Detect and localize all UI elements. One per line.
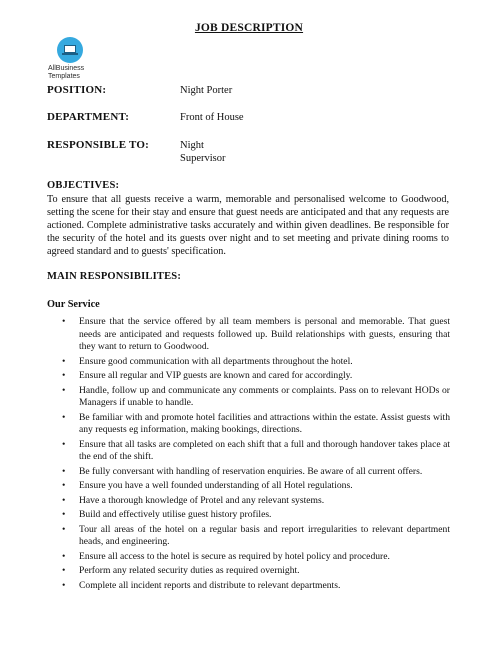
main-responsibilities-heading: MAIN RESPONSIBILITES:	[47, 271, 182, 282]
logo-text-line1: AllBusiness	[48, 65, 85, 72]
department-value: Front of House	[180, 112, 244, 123]
list-item: • Complete all incident reports and distribute to relevant departments.	[62, 579, 341, 591]
list-item: • Ensure you have a well founded understanding of all Hotel regulations.	[62, 480, 353, 491]
list-item: • Be familiar with and promote hotel facilities and attractions within the estate. Assist guests with any requests eg information, making bookings, directions.	[62, 411, 450, 435]
document-title: JOB DESCRIPTION	[194, 22, 304, 34]
list-item: • Ensure that the service offered by all team members is personal and memorable. That guest needs are anticipated and requests followed up. Build relationships with guests, ensuring that they want to return to Goodwood.	[62, 316, 450, 352]
responsible-to-value: Night Supervisor	[180, 140, 226, 164]
position-value: Night Porter	[180, 85, 233, 96]
list-item: • Perform any related security duties as required overnight.	[62, 565, 300, 576]
list-item: • Build and effectively utilise guest history profiles.	[62, 509, 272, 520]
objectives-text: To ensure that all guests receive a warm, memorable and personalised welcome to Goodwood, setting the scene for their stay and ensure that guest needs are anticipated and that any requests are actioned. Complete administrative tasks accurately and within given deadlines. Be responsible for the security of the hotel and its guests over night and to set meeting and private dining rooms to agreed standard and to guests' specification.	[47, 194, 449, 257]
list-item: • Be fully conversant with handling of reservation enquiries. Be aware of all current offers.	[62, 465, 423, 477]
logo-text-line2: Templates	[48, 73, 80, 80]
allbusiness-templates-logo	[48, 36, 100, 82]
department-label: DEPARTMENT:	[47, 111, 130, 123]
list-item: • Ensure all access to the hotel is secure as required by hotel policy and procedure.	[62, 550, 390, 562]
objectives-heading: OBJECTIVES:	[47, 180, 120, 191]
list-item: • Ensure that all tasks are completed on each shift that a full and thorough handover takes place at the end of the shift.	[62, 438, 450, 462]
list-item: • Ensure all regular and VIP guests are known and cared for accordingly.	[62, 370, 353, 381]
list-item: • Handle, follow up and communicate any comments or complaints. Pass on to relevant HODs or Managers if unable to handle.	[62, 384, 450, 408]
position-label: POSITION:	[47, 84, 107, 96]
our-service-list	[60, 316, 450, 594]
responsible-to-label: RESPONSIBLE TO:	[47, 139, 149, 151]
list-item: • Ensure good communication with all departments throughout the hotel.	[62, 355, 353, 367]
laptop-icon	[57, 37, 83, 63]
list-item: • Tour all areas of the hotel on a regular basis and report irregularities to relevant department heads, and engineering.	[62, 523, 450, 547]
our-service-heading: Our Service	[47, 299, 100, 310]
list-item: • Have a thorough knowledge of Protel and any relevant systems.	[62, 494, 325, 506]
